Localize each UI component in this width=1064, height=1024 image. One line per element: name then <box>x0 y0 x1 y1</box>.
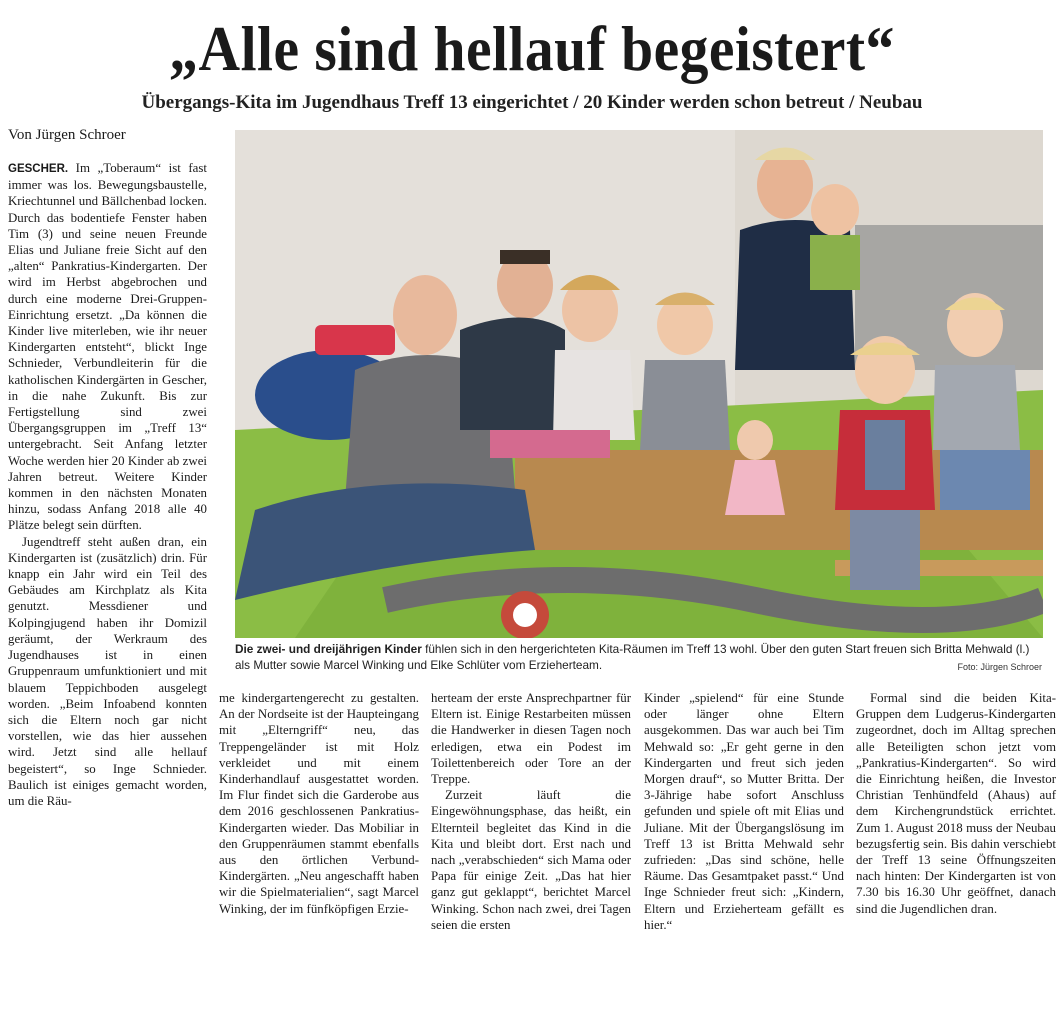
caption-bold: Die zwei- und dreijährigen Kinder <box>235 642 422 656</box>
dateline: GESCHER. <box>8 163 69 175</box>
paragraph: Formal sind die beiden Kita-Gruppen dem Ludgerus-Kindergarten zugeordnet, doch im Alltag sprechen alle Beteiligten schon jetzt vom „Pankratius-Kindergarten“. So wird die Einrichtung heißen, die Investor Christian Tenhündfeld (Ahaus) auf dem Kirchengrundstück errichtet. Zum 1. August 2018 muss der Neubau bezugsfertig sein. Bis dahin verschiebt der Treff 13 seine Öffnungszeiten nach hinten: Der Kindergarten ist von 7.30 bis 16.30 Uhr geöffnet, danach sind die Jugendlichen dran. <box>856 691 1056 916</box>
article-column-3 <box>431 690 631 933</box>
article-column-5 <box>856 690 1056 917</box>
paragraph: Kinder „spielend“ für eine Stunde oder länger ohne Eltern ausgekommen. Das war auch bei Tim Mehwald so: „Er geht gerne in den Kindergarten und freut sich jeden Morgen drauf“, so Mutter Britta. Der 3-Jährige habe sofort Anschluss gefunden und spiele oft mit Elias und Juliane. Mit der Übergangslösung im Treff 13 ist Britta Mehwald sehr zufrieden: „Das sind schöne, helle Räume. Das Gesamtpaket passt.“ Und Inge Schnieder freut sich: „Kindern, Eltern und Erzieherteam gefällt es hier.“ <box>644 691 844 932</box>
paragraph: herteam der erste Ansprechpartner für Eltern ist. Einige Restarbeiten müssen die Handwerker in diesen Tagen noch erledigen, etwa ein Podest im Toilettenbereich oder Tore an der Treppe. <box>431 691 631 787</box>
subheadline: Übergangs-Kita im Jugendhaus Treff 13 eingerichtet / 20 Kinder werden schon betreut / Neubau <box>141 92 923 113</box>
paragraph: Im „Toberaum“ ist fast immer was los. Bewegungsbaustelle, Kriechtunnel und Bällchenbad locken. Durch das bodentiefe Fenster haben Tim (3) und seine neuen Freunde Elias und Juliane freie Sicht auf den „alten“ Pankratius-Kindergarten. Der wird im Herbst abgebrochen und durch eine moderne Drei-Gruppen-Einrichtung ersetzt. „Da können die Kinder live miterleben, wie ihr neuer Kindergarten entsteht“, blickt Inge Schnieder, Verbundleiterin für die katholischen Kindergärten in Gescher, in die nahe Zukunft. Bis zur Fertigstellung sind zwei Übergangsgruppen im „Treff 13“ untergebracht. Seit Anfang letzter Woche werden hier 20 Kinder ab zwei Jahren betreut. Weitere Kinder kommen in den nächsten Monaten hinzu, sodass Anfang 2018 alle 40 Plätze belegt sein dürften. <box>8 161 207 533</box>
paragraph: Jugendtreff steht außen dran, ein Kindergarten ist (zusätzlich) drin. Für knapp ein Jahr wird ein Teil des Gebäudes am Kirchplatz als Kita genutzt. Messdiener und Kolpingjugend haben ihr Domizil geräumt, der Werkraum des Jugendhauses ist in einen Gruppenraum umfunktioniert und mit blauem Teppichboden ausgelegt worden. „Beim Infoabend konnten sich die Eltern noch gar nicht vorstellen, wie das hier aussehen wird. Jetzt sind alle hellauf begeistert“, so Inge Schnieder. Baulich ist einiges gemacht worden, um die Räu- <box>8 534 207 808</box>
group-photo-image <box>235 130 1043 638</box>
headline: „Alle sind hellauf begeistert“ <box>169 13 895 84</box>
article-column-2 <box>219 690 419 917</box>
article-photo <box>235 130 1043 638</box>
paragraph: Zurzeit läuft die Eingewöhnungsphase, das heißt, ein Elternteil begleitet das Kind in die Kita und bleibt dort. Erst nach und nach „verabschieden“ sich Mama oder Papa für einige Zeit. „Das hat hier ganz gut geklappt“, berichtet Marcel Winking. Schon nach zwei, drei Tagen seien die ersten <box>431 788 631 932</box>
photo-credit: Foto: Jürgen Schroer <box>957 662 1042 672</box>
author-byline: Von Jürgen Schroer <box>8 127 126 143</box>
article-column-4 <box>644 690 844 933</box>
caption-text: fühlen sich in den hergerichteten Kita-Räumen im Treff 13 wohl. Über den guten Start freuen sich Britta Mehwald (l.) als Mutter sowie Marcel Winking und Elke Schlüter vom Erzieherteam. <box>235 642 1030 672</box>
article-column-1 <box>8 160 207 809</box>
photo-caption <box>235 641 1043 673</box>
paragraph: me kindergartengerecht zu gestalten. An der Nordseite ist der Haupteingang mit „Elterngriff“ neu, das Treppengeländer ist mit Holz verkleidet und mit einem Kinderhandlauf ausgestattet worden. Im Flur findet sich die Garderobe aus dem 2016 geschlossenen Pankratius-Kindergarten wieder. Das Mobiliar in den Gruppenräumen stammt ebenfalls aus den örtlichen Verbund-Kindergärten. „Neu angeschafft haben wir die Spielmaterialien“, sagt Marcel Winking, der im fünfköpfigen Erzie- <box>219 691 419 916</box>
